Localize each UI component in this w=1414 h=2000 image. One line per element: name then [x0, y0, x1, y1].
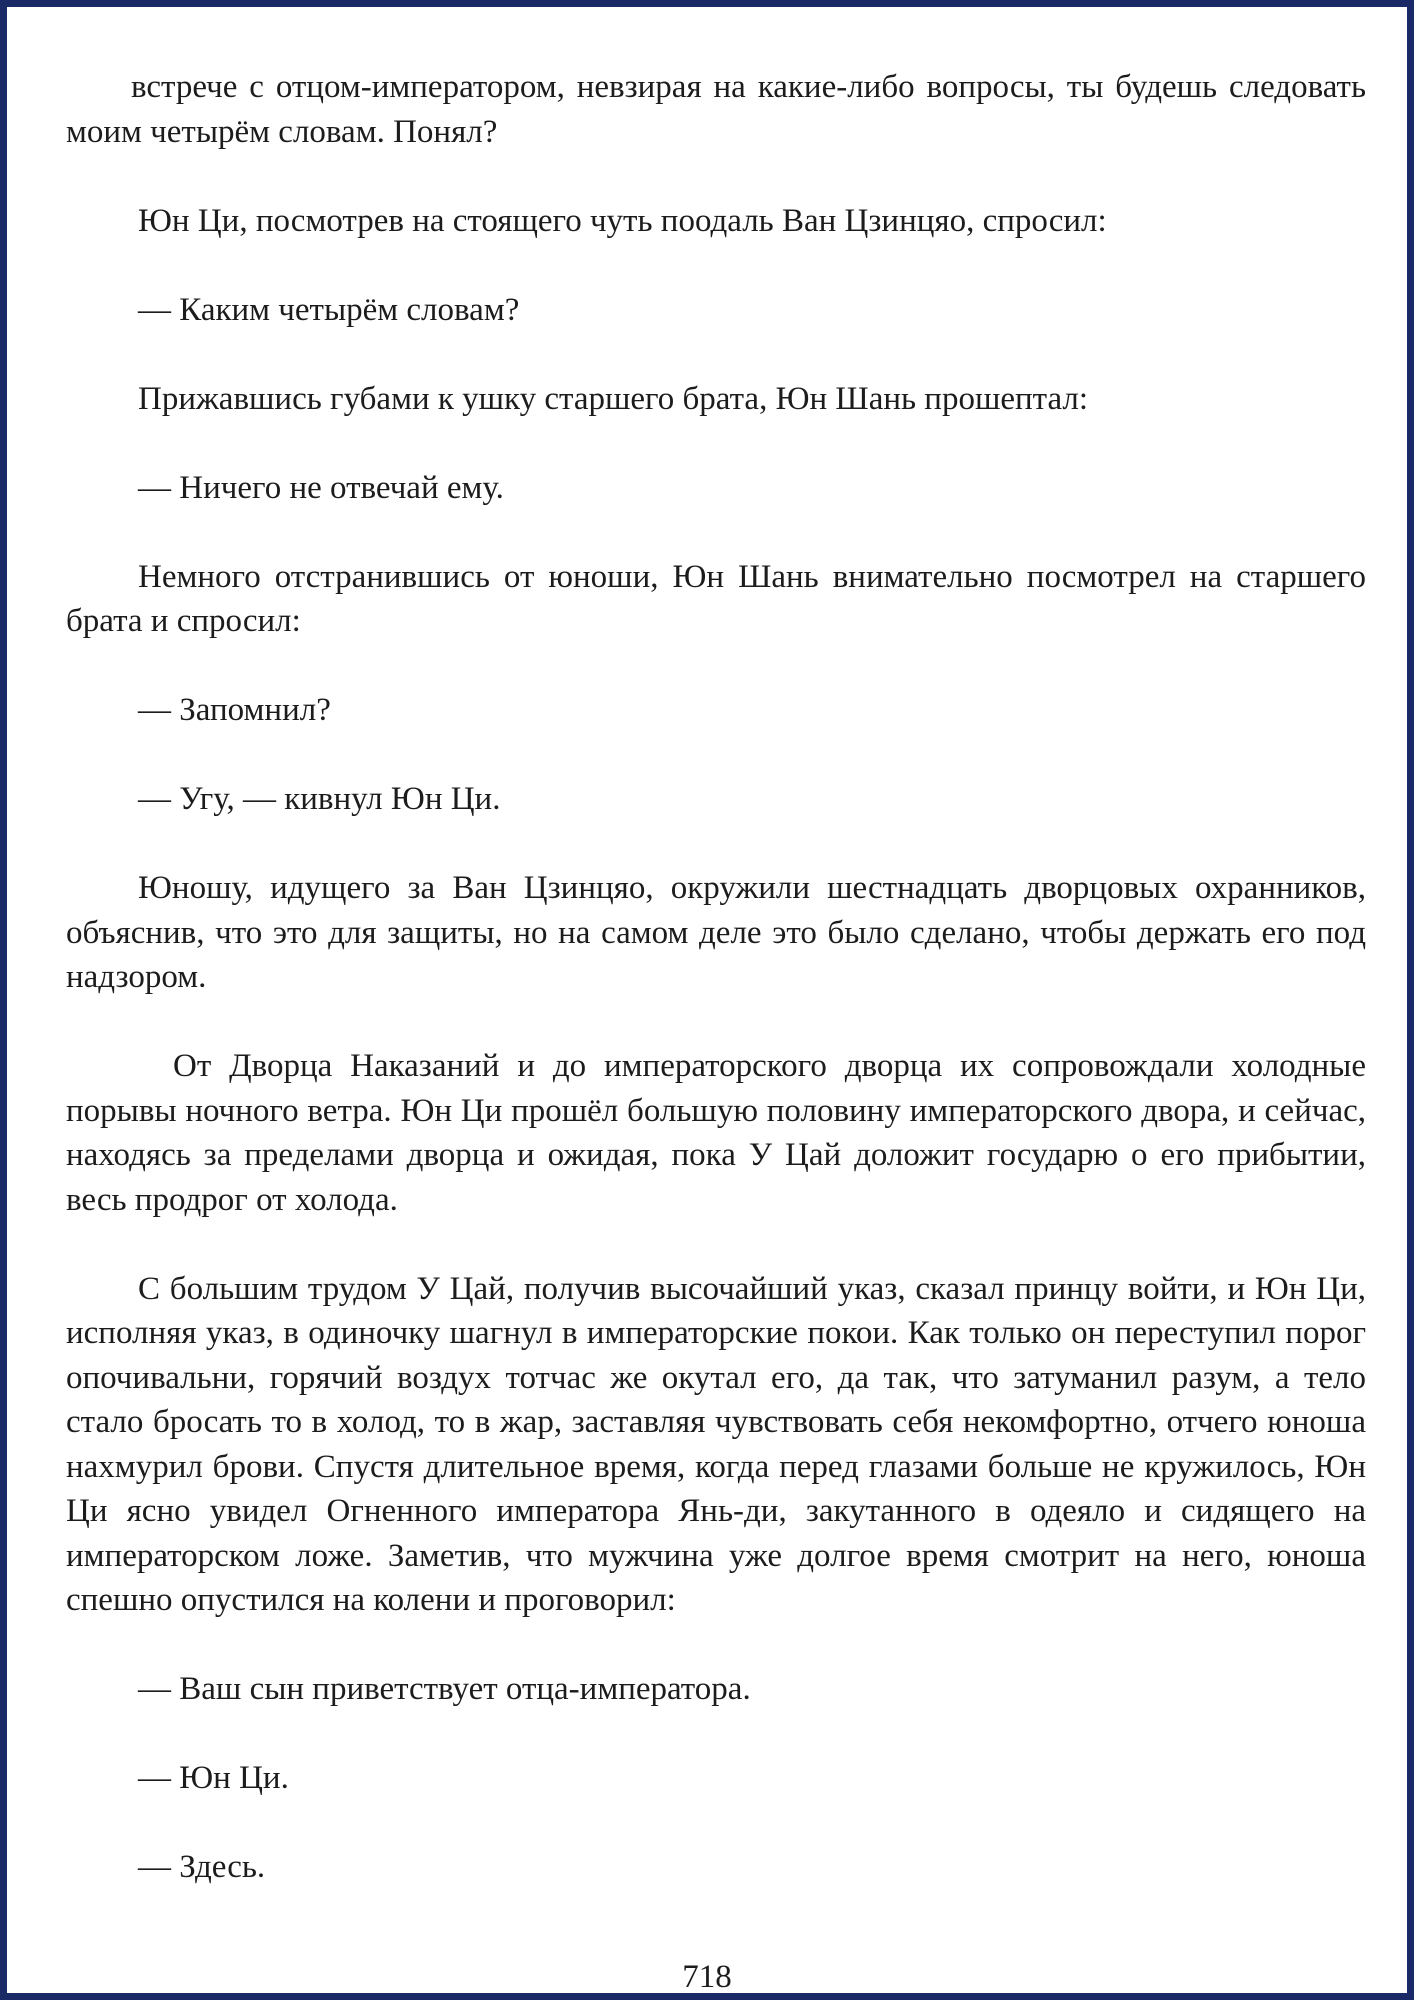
paragraph-9: Юношу, идущего за Ван Цзинцяо, окружили шестнадцать дворцовых охранников, объяснив, что это для защиты, но на самом деле это было сделано, чтобы держать его под надзором.	[66, 870, 1366, 995]
paragraph-5: — Ничего не отвечай ему.	[138, 469, 504, 506]
paragraph-4: Прижавшись губами к ушку старшего брата, Юн Шань прошептал:	[138, 380, 1089, 417]
paragraph-2: Юн Ци, посмотрев на стоящего чуть поодаль Ван Цзинцяо, спросил:	[138, 202, 1107, 239]
paragraph-3: — Каким четырём словам?	[138, 291, 520, 328]
paragraph-11: С большим трудом У Цай, получив высочайший указ, сказал принцу войти, и Юн Ци, исполняя указ, в одиночку шагнул в императорские покои. Как только он переступил порог опочивальни, горячий воздух тотчас же окутал его, да так, что затуманил разум, а тело стало бросать то в холод, то в жар, заставляя чувствовать себя некомфортно, отчего юноша нахмурил брови. Спустя длительное время, когда перед глазами больше не кружилось, Юн Ци ясно увидел Огненного императора Янь-ди, закутанного в одеяло и сидящего на императорском ложе. Заметив, что мужчина уже долгое время смотрит на него, юноша спешно опустился на колени и проговорил:	[66, 1270, 1366, 1618]
paragraph-12: — Ваш сын приветствует отца-императора.	[138, 1671, 751, 1707]
page-number: 718	[682, 1959, 732, 1995]
paragraph-10: От Дворца Наказаний и до императорского дворца их сопровождали холодные порывы ночного ветра. Юн Ци прошёл большую половину императорского двора, и сейчас, находясь за пределами дворца и ожидая, пока У Цай доложит государю о его прибытии, весь продрог от холода.	[66, 1048, 1366, 1218]
paragraph-6: Немного отстранившись от юноши, Юн Шань внимательно посмотрел на старшего брата и спросил:	[66, 558, 1366, 639]
paragraph-13: — Юн Ци.	[138, 1760, 289, 1796]
paragraph-1: встрече с отцом-императором, невзирая на какие-либо вопросы, ты будешь следовать моим четырём словам. Понял?	[66, 69, 1366, 150]
page-text	[66, 65, 1366, 1890]
paragraph-14: — Здесь.	[138, 1849, 266, 1885]
paragraph-7: — Запомнил?	[138, 692, 331, 728]
paragraph-8: — Угу, — кивнул Юн Ци.	[138, 781, 501, 817]
